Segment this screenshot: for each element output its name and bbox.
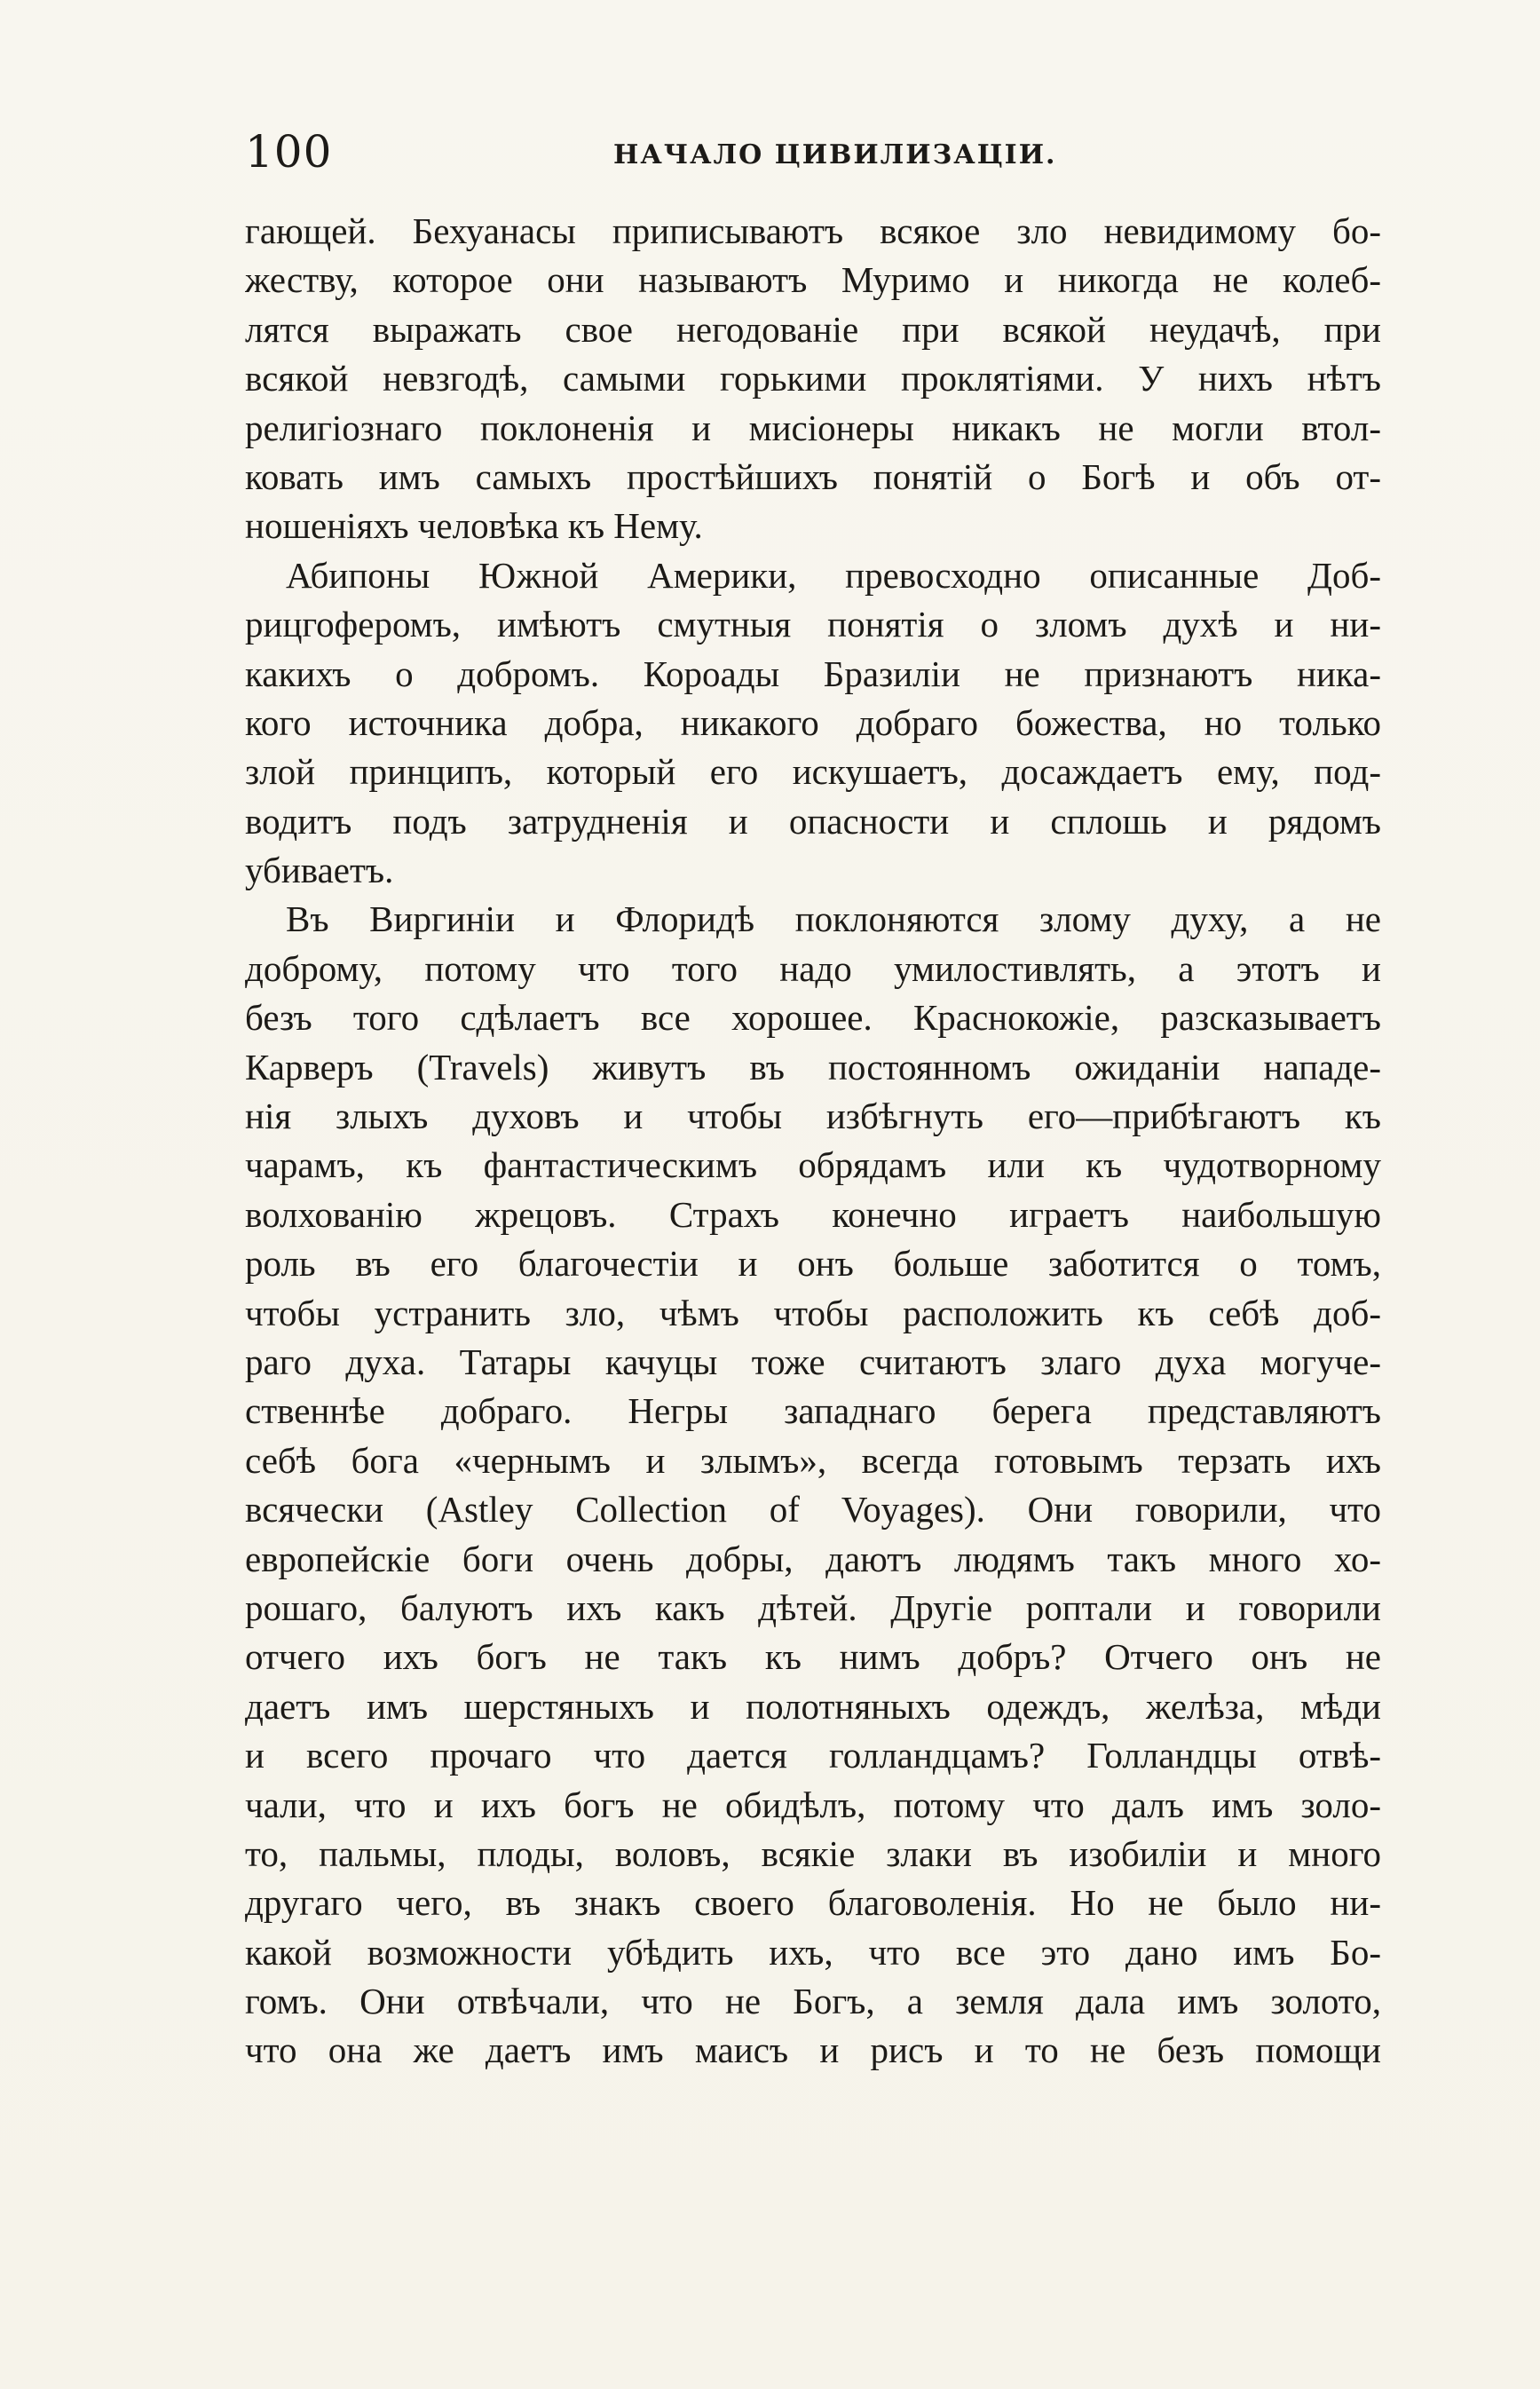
text-line: раго духа. Татары качуцы тоже считаютъ злаго духа могуче-: [245, 1341, 1381, 1382]
text-line: Карверъ (Travels) живутъ въ постоянномъ ожиданіи нападе-: [245, 1046, 1381, 1088]
text-line: то, пальмы, плоды, воловъ, всякіе злаки въ изобиліи и много: [245, 1832, 1381, 1874]
text-line: чарамъ, къ фантастическимъ обрядамъ или къ чудотворному: [245, 1144, 1381, 1186]
text-line: всячески (Astley Collection of Voyages). Они говорили, что: [245, 1489, 1381, 1531]
text-line: водитъ подъ затрудненія и опасности и сплошь и рядомъ: [245, 800, 1381, 842]
text-line: себѣ бога «чернымъ и злымъ», всегда готовымъ терзать ихъ: [245, 1439, 1381, 1481]
text-line: гающей. Бехуанасы приписываютъ всякое зло невидимому бо-: [245, 210, 1381, 251]
text-line: религіознаго поклоненія и мисіонеры никакъ не могли втол-: [245, 407, 1381, 448]
text-line: ственнѣе добраго. Негры западнаго берега представляютъ: [245, 1390, 1381, 1432]
text-line: убиваетъ.: [245, 850, 394, 891]
text-line: рошаго, балуютъ ихъ какъ дѣтей. Другіе роптали и говорили: [245, 1586, 1381, 1628]
text-line: ношеніяхъ человѣка къ Нему.: [245, 505, 703, 547]
text-line: чтобы устранить зло, чѣмъ чтобы расположить къ себѣ доб-: [245, 1292, 1381, 1333]
text-line: кого источника добра, никакого добраго божества, но только: [245, 701, 1381, 743]
text-line: всякой невзгодѣ, самыми горькими проклятіями. У нихъ нѣтъ: [245, 358, 1381, 399]
body-text: [245, 207, 1381, 2076]
text-line: и всего прочаго что дается голландцамъ? Голландцы отвѣ-: [245, 1735, 1381, 1776]
text-line: гомъ. Они отвѣчали, что не Богъ, а земля дала имъ золото,: [245, 1981, 1381, 2022]
text-line: рицгоферомъ, имѣютъ смутныя понятія о зломъ духѣ и ни-: [245, 604, 1381, 645]
text-line: что она же даетъ имъ маисъ и рисъ и то не безъ помощи: [245, 2029, 1381, 2071]
text-line: какой возможности убѣдить ихъ, что все это дано имъ Бо-: [245, 1931, 1381, 1973]
text-line: Въ Виргиніи и Флоридѣ поклоняются злому духу, а не: [286, 898, 1381, 940]
text-line: волхованію жрецовъ. Страхъ конечно играетъ наибольшую: [245, 1193, 1381, 1235]
text-line: европейскіе боги очень добры, даютъ людямъ такъ много хо-: [245, 1538, 1381, 1579]
text-line: роль въ его благочестіи и онъ больше заботится о томъ,: [245, 1243, 1381, 1285]
text-line: даетъ имъ шерстяныхъ и полотняныхъ одеждъ, желѣза, мѣди: [245, 1685, 1381, 1727]
text-line: безъ того сдѣлаетъ все хорошее. Краснокожіе, разсказываетъ: [245, 997, 1381, 1039]
text-line: лятся выражать свое негодованіе при всякой неудачѣ, при: [245, 308, 1381, 350]
page-number: 100: [245, 126, 333, 178]
page-header: [245, 118, 1399, 189]
text-line: доброму, потому что того надо умилостивлять, а этотъ и: [245, 947, 1381, 989]
text-line: Абипоны Южной Америки, превосходно описанные Доб-: [286, 554, 1381, 596]
text-line: чали, что и ихъ богъ не обидѣлъ, потому что далъ имъ золо-: [245, 1784, 1381, 1825]
text-line: отчего ихъ богъ не такъ къ нимъ добръ? Отчего онъ не: [245, 1636, 1381, 1678]
text-line: нія злыхъ духовъ и чтобы избѣгнуть его—прибѣгаютъ къ: [245, 1096, 1381, 1137]
text-line: жеству, которое они называютъ Муримо и никогда не колеб-: [245, 259, 1381, 301]
text-line: ковать имъ самыхъ простѣйшихъ понятій о Богѣ и объ от-: [245, 455, 1381, 497]
text-line: другаго чего, въ знакъ своего благоволенія. Но не было ни-: [245, 1882, 1381, 1924]
running-title: НАЧАЛО ЦИВИЛИЗАЦІИ.: [613, 139, 1057, 170]
text-line: какихъ о добромъ. Короады Бразиліи не признаютъ ника-: [245, 653, 1381, 694]
text-line: злой принципъ, который его искушаетъ, досаждаетъ ему, под-: [245, 751, 1381, 793]
